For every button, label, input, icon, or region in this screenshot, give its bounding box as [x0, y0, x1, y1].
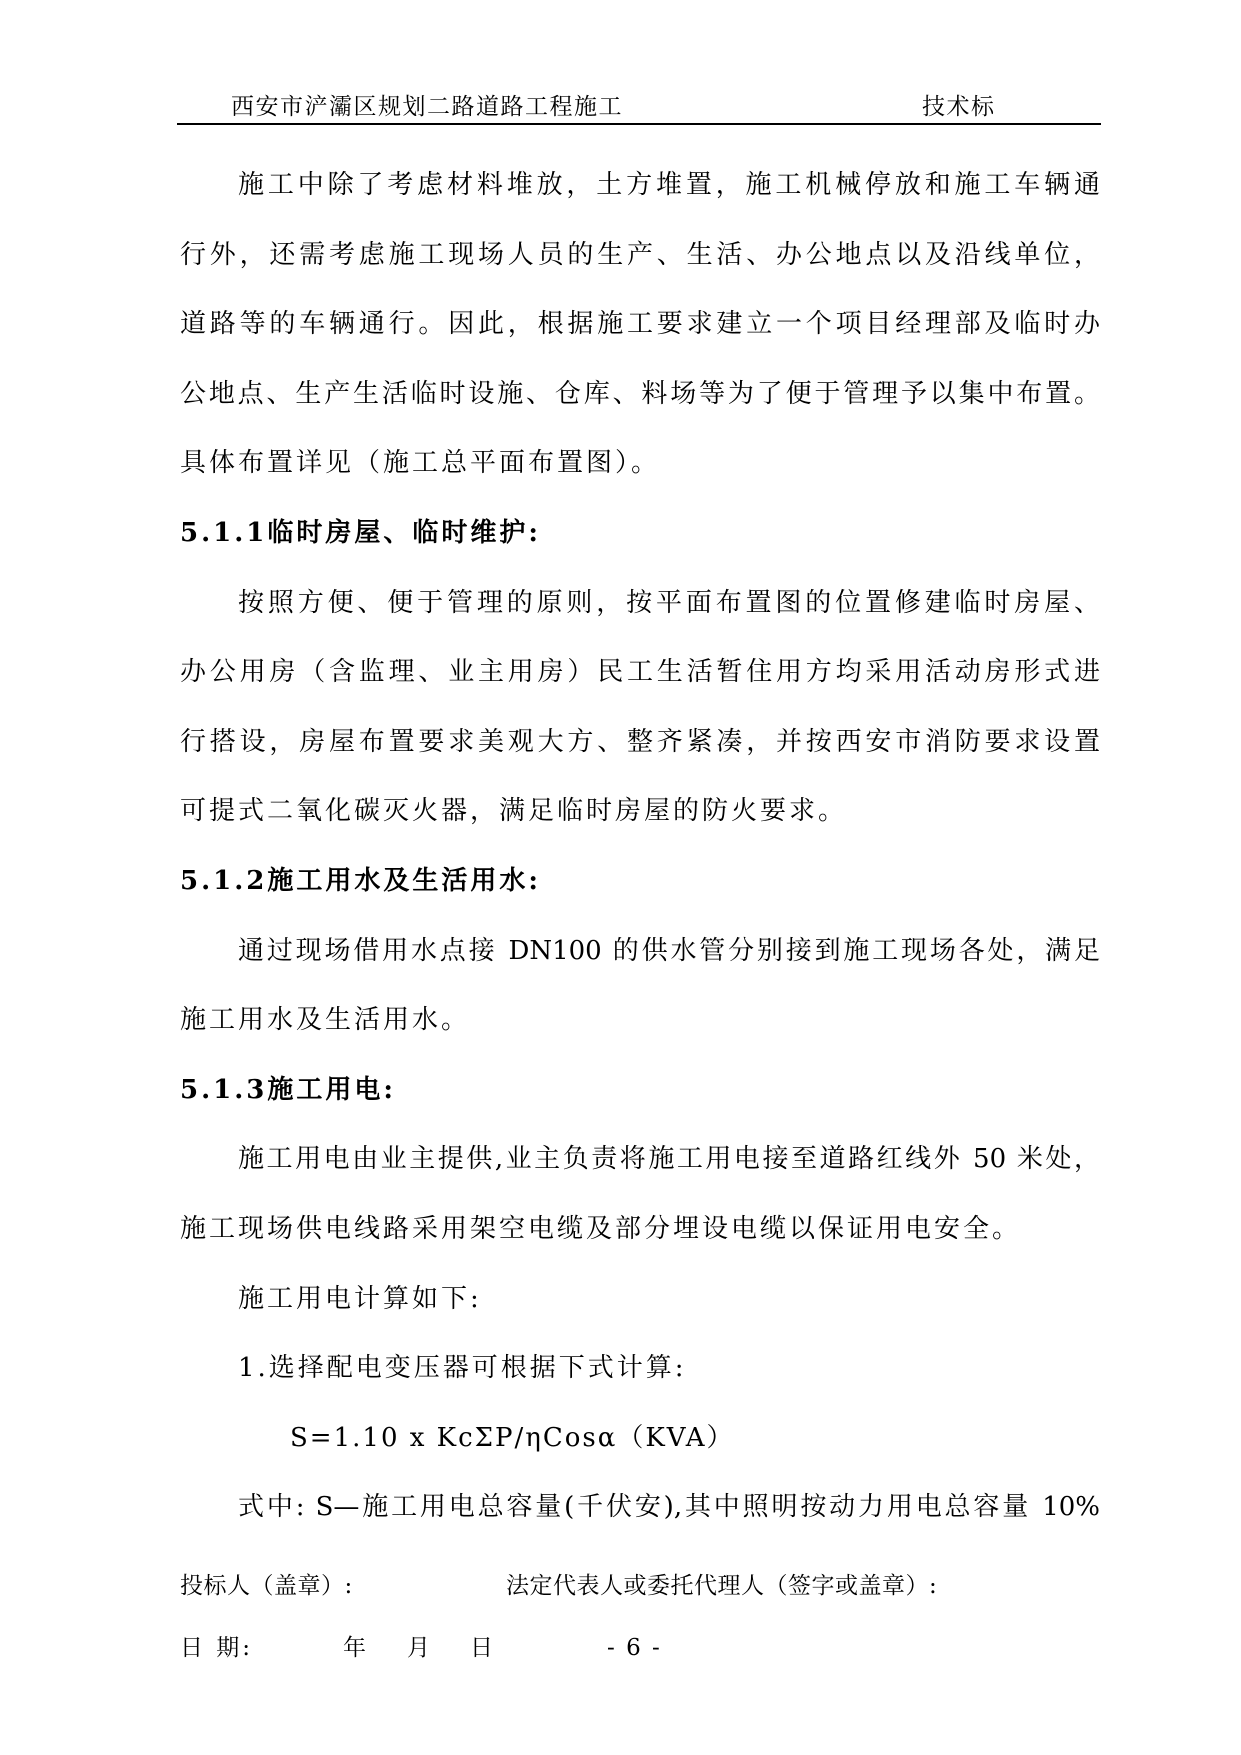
- page-number: - 6 -: [607, 1635, 662, 1661]
- paragraph-line: 按照方便、便于管理的原则，按平面布置图的位置修建临时房屋、: [238, 587, 1100, 618]
- paragraph-line: 公地点、生产生活临时设施、仓库、料场等为了便于管理予以集中布置。: [180, 378, 1100, 409]
- paragraph-line: 施工用电由业主提供,业主负责将施工用电接至道路红线外 50 米处，: [238, 1144, 1100, 1175]
- paragraph-line: 1.选择配电变压器可根据下式计算:: [238, 1353, 687, 1384]
- footer-day-label: 日: [470, 1635, 494, 1661]
- footer-date-label: 日 期:: [180, 1635, 254, 1661]
- paragraph-line: 施工用水及生活用水。: [180, 1005, 471, 1036]
- section-heading: 5.1.3施工用电:: [180, 1074, 396, 1105]
- paragraph-line: 行外，还需考虑施工现场人员的生产、生活、办公地点以及沿线单位，: [180, 239, 1100, 270]
- header-label: 技术标: [922, 94, 996, 120]
- paragraph-line: 施工现场供电线路采用架空电缆及部分埋设电缆以保证用电安全。: [180, 1213, 1022, 1244]
- paragraph-line: 通过现场借用水点接 DN100 的供水管分别接到施工现场各处，满足: [238, 935, 1100, 966]
- paragraph-line: 道路等的车辆通行。因此，根据施工要求建立一个项目经理部及临时办: [180, 309, 1100, 340]
- body-text: [180, 151, 1100, 1543]
- footer-month-label: 月: [407, 1635, 431, 1661]
- footer-year-label: 年: [343, 1635, 367, 1661]
- header-rule: [177, 123, 1101, 125]
- footer-representative-label: 法定代表人或委托代理人（签字或盖章）:: [506, 1573, 938, 1599]
- footer-bidder-label: 投标人（盖章）:: [180, 1573, 353, 1599]
- paragraph-line: 具体布置详见（施工总平面布置图）。: [180, 448, 661, 479]
- header-title: 西安市浐灞区规划二路道路工程施工: [231, 94, 623, 120]
- paragraph-line: 施工用电计算如下:: [238, 1283, 482, 1314]
- formula-note-line: 式中: S—施工用电总容量(千伏安),其中照明按动力用电总容量 10%: [238, 1492, 1100, 1523]
- paragraph-line: 行搭设，房屋布置要求美观大方、整齐紧凑，并按西安市消防要求设置: [180, 726, 1100, 757]
- section-heading: 5.1.1临时房屋、临时维护:: [180, 517, 541, 548]
- paragraph-line: 施工中除了考虑材料堆放，土方堆置，施工机械停放和施工车辆通: [238, 170, 1100, 200]
- paragraph-line: 办公用房（含监理、业主用房）民工生活暂住用方均采用活动房形式进: [180, 657, 1100, 688]
- formula-line: S=1.10 x KcΣP/ηCosα（KVA）: [290, 1422, 735, 1453]
- paragraph-line: 可提式二氧化碳灭火器，满足临时房屋的防火要求。: [180, 796, 848, 827]
- section-heading: 5.1.2施工用水及生活用水:: [180, 865, 541, 896]
